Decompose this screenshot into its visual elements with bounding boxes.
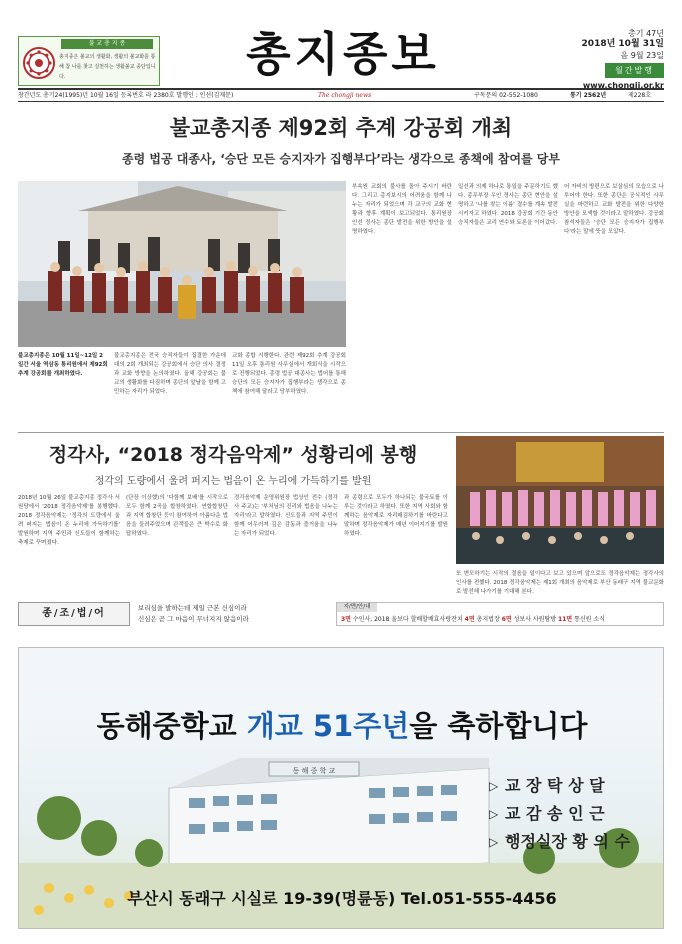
page-guide-num[interactable]: 6면 xyxy=(501,616,512,623)
ad-staff-principal: ▷ 교 장 탁 상 달 xyxy=(489,772,659,800)
article2-headline[interactable]: 정각사, “2018 정각음악제” 성황리에 봉행 xyxy=(48,444,418,466)
motto-tag: 불 교 총 지 종 xyxy=(61,39,153,49)
dharma-words-label: 종/조/법/어 xyxy=(18,602,130,626)
ad-staff-vice-principal: ▷ 교 감 송 인 근 xyxy=(489,800,659,828)
article2-photo xyxy=(456,436,664,564)
dharma-quote-line-1: 보리심을 발하는데 제일 근본 신심이라 xyxy=(138,604,247,612)
page-guide-header: 지/면/안/내 xyxy=(337,603,377,612)
newspaper-title: 총지종보 xyxy=(246,27,440,81)
issue-date: 2018년 10월 31일 xyxy=(581,39,664,49)
info-bar xyxy=(18,88,664,102)
issue-lunar-date: 음 9월 23일 xyxy=(620,51,664,60)
ad-headline-post: 을 축하합니다 xyxy=(409,709,588,743)
article1-photo xyxy=(18,181,346,347)
website-link[interactable]: www.chongji.or.kr xyxy=(582,81,664,90)
article2-column-4: 과 종령으로 모두가 하나되는 불국토를 이루는 것이라고 하였다. 또한 지역 사회와 함께하는 음악제로 자리매김하기를 바란다고 말하며 정각음악제가 매년 이어지기를 발원하였다. xyxy=(344,495,448,537)
dharma-quote xyxy=(134,602,324,626)
school-anniversary-ad xyxy=(18,647,664,929)
article1-column-5: 어 자비의 방편으로 보살심의 모습으로 나투어야 한다. 또한 종단은 공식적인 사무실을 마련하고 교화 발전을 위한 다양한 방안을 모색할 것이라고 말하였다. 강공회 참석자들은 '승단 모든 승지자가 집행부다'라는 말에 뜻을 모았다. xyxy=(564,184,664,235)
article1-photo-caption: 불교총지종은 10월 11일~12일 2일간 서울 역삼동 통리원에서 제92회 추계 강공회를 개최하였다. xyxy=(18,353,108,377)
buddhist-year: 통기 2562년 xyxy=(570,92,607,99)
motto-text: 총지종은 불교의 생활화, 생활의 불교화를 통해 참 나를 찾고 실천하는 생활불교 종단입니다. xyxy=(59,54,156,80)
page-guide-num[interactable]: 11면 xyxy=(558,616,573,623)
ad-headline-highlight: 개교 51주년 xyxy=(246,709,410,743)
issue-number: 제228호 xyxy=(628,92,652,99)
article2-column-1: 2018년 10월 26일 불교총지종 정각사 서원당에서 '2018 정각음악제'를 봉행했다. 2018 정각음악제는 '정각의 도량에서 울려 퍼지는 법음이 온 누리에 가득하기를' 발원하며 지역 주민과 신도들이 함께하는 축제로 꾸며졌다. xyxy=(18,495,120,546)
article2-photo-caption: 또 변모하기는 시작의 결음을 일이다고 보고 있으며 앞으로도 정각음악제는 정각사의 인사를 전했다. 2018 정각음악제는 제1회 개최의 음악제로 부산 동래구 지역 불교문화로 발전해 나가기를 기대해 본다. xyxy=(456,571,664,595)
motto-box xyxy=(18,36,160,86)
ad-headline-pre: 동해중학교 xyxy=(96,709,247,743)
page-guide-item[interactable]: 수인사, 2018 울보다 할배할배효사랑잔치 xyxy=(352,616,463,623)
page-guide-num[interactable]: 4면 xyxy=(464,616,475,623)
dharma-quote-line-2: 신심은 곧 그 마음이 무너지지 않음이라 xyxy=(138,615,249,623)
article2-subheadline: 정각의 도량에서 울려 퍼지는 법음이 온 누리에 가득하기를 발원 xyxy=(94,476,372,487)
masthead xyxy=(18,27,664,90)
page-guide xyxy=(336,602,664,626)
article1-column-4: 일선과 의제 하나로 통일을 주문하기도 했다. 종무부장 우인 정사는 종단 현안을 설명하고 '나를 찾는 이름' 결수를 계속 발전시키자고 하였다. 2018 강공회 기간 동안 승직자들은 교리 연수와 토론을 이어갔다. xyxy=(458,184,558,226)
registration-info: 창간년도 총기24(1995)년 10월 16일 등록번호 라 2380호 발행인 : 인선(김재문) xyxy=(18,92,234,99)
ad-staff-admin-director: ▷ 행정실장 황 의 수 xyxy=(489,828,659,856)
ad-staff-list xyxy=(489,772,659,856)
page-guide-num[interactable]: 3면 xyxy=(341,616,351,623)
ad-address: 부산시 동래구 시실로 19-39(명륜동) Tel.051-555-4456 xyxy=(127,889,557,908)
building-sign: 동 해 중 학 교 xyxy=(292,767,336,775)
article2-column-2: (단장 이상했)의 '다함께 보배'를 시작으로 모두 함께 2곡을 합창하였다. 연합합창단과 지역 합창단 등이 참여하여 아름다운 법음을 들려주었으며 관객들은 큰 박수로 화답하였다. xyxy=(126,495,228,537)
article1-subheadline: 종령 법공 대종사, ‘승단 모든 승지자가 집행부다’라는 생각으로 종책에 참여를 당부 xyxy=(122,152,560,166)
section-divider xyxy=(18,432,664,433)
ad-headline xyxy=(19,704,664,745)
article2-column-3: 정각음악제 운영위원장 법상인 전수 (정각사 주교)는 '부처님의 진리와 법음을 나누는 자리'라고 말하였다. 신도들과 지역 주민이 함께 어우러져 깊은 감동과 즐거움을 나누는 자리가 되었다. xyxy=(234,495,338,537)
page-guide-item[interactable]: 총지법장 xyxy=(476,616,500,623)
issue-year: 총기 47년 xyxy=(628,29,664,38)
page-guide-item[interactable]: 통신원 소식 xyxy=(574,616,605,623)
article1-column-2: 교화 종합 시행한다. 관련 제92회 추계 강공회 11일 오후 통리원 사무실에서 개회식을 시작으로 진행되었다. 종령 법공 대종사는 법어를 통해 승단의 모든 승지자가 집행부라는 생각으로 종책에 참여해 달라고 당부하였다. xyxy=(232,353,346,395)
article1-headline[interactable]: 불교총지종 제92회 추계 강공회 개최 xyxy=(169,116,513,140)
issue-info xyxy=(554,28,664,91)
subscription-contact: 구독문의 02-552-1080 xyxy=(474,92,538,99)
page-guide-items xyxy=(341,614,605,625)
newspaper-english-name: The chongji news xyxy=(318,92,372,99)
chongji-seal-icon xyxy=(23,47,55,79)
article1-column-1: 불교총지종은 전국 승직자들이 집결한 가운데 대의 2회 개최되는 강공회에서 승단 의사 결정과 교화 방향을 논의하였다. 올해 강공회는 불교의 생활화를 다짐하며 종단의 앞날을 함께 고민하는 자리가 되었다. xyxy=(114,353,226,395)
page-guide-item[interactable]: 성보사 사원탐방 xyxy=(513,616,557,623)
publication-frequency-badge: 월간발행 xyxy=(605,63,664,78)
article1-column-3: 부속원 교회의 불사를 돌아 주시기 바란다. 그리고 총지보시의 어려움을 함께 나누는 자리가 되었으며 각 교구의 교화 현황과 향후 계획이 보고되었다. 통리원장 인선 정사는 종단 발전을 위한 방안을 설명하였다. xyxy=(352,184,452,235)
